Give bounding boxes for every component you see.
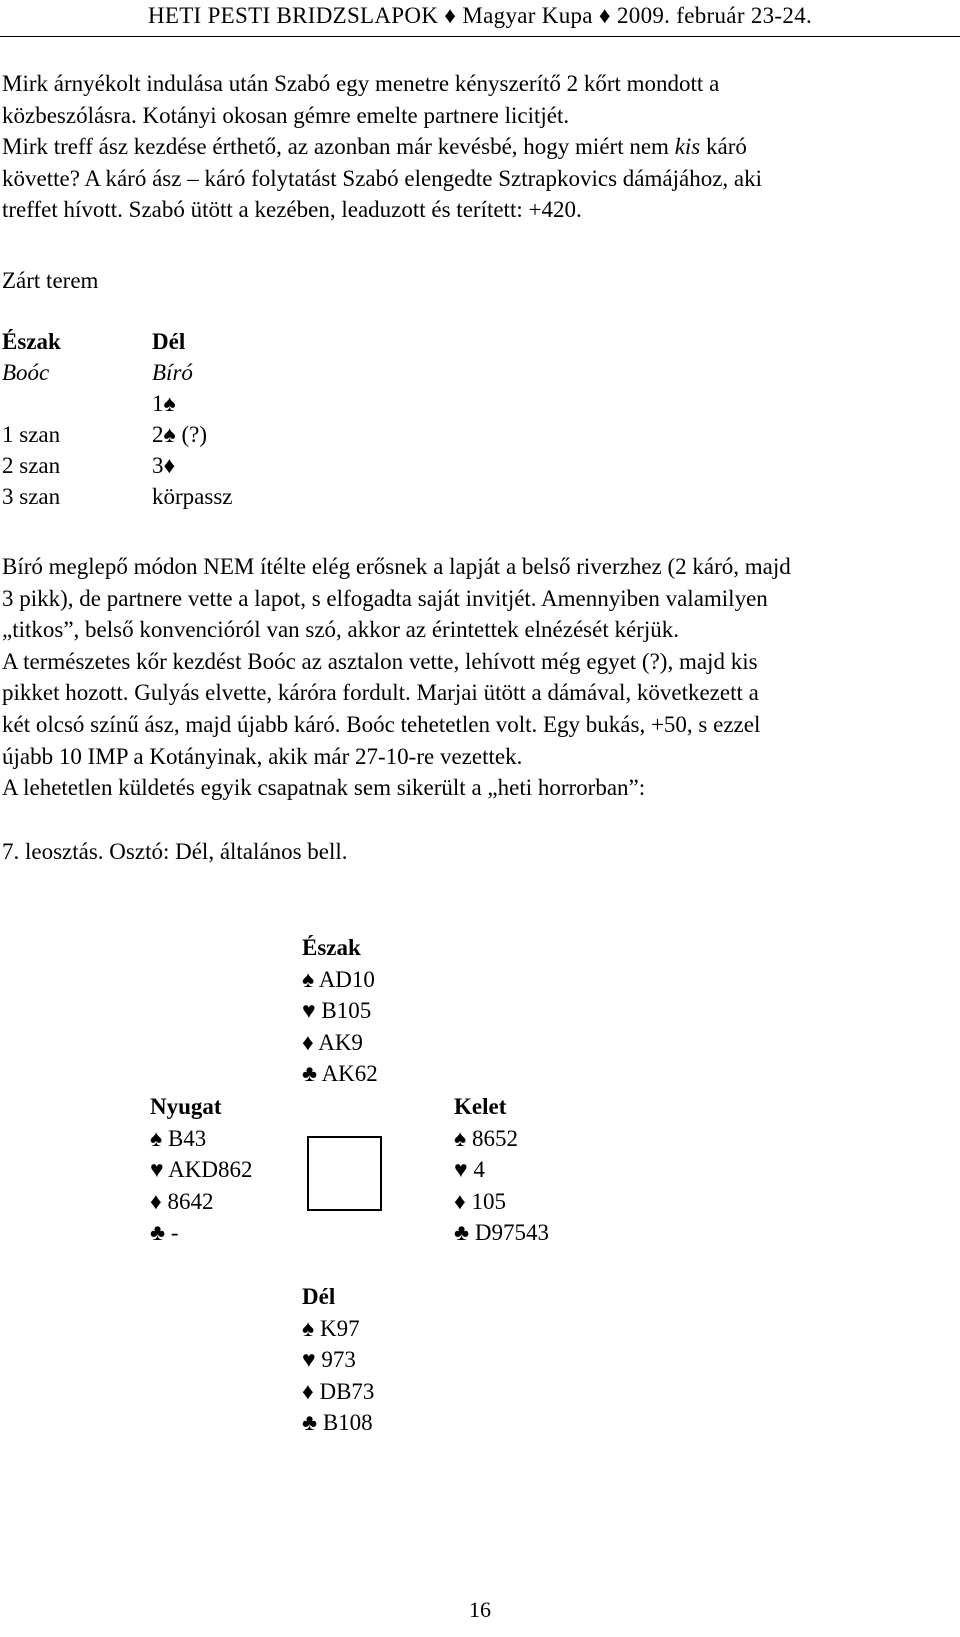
text-line: Mirk árnyékolt indulása után Szabó egy menetre kényszerítő 2 kőrt mondott a [2,71,720,96]
text-line: „titkos”, belső konvencióról van szó, akkor az érintettek elnézését kérjük. [2,617,679,643]
hand-south [302,1281,374,1439]
hearts-holding: ♥ AKD862 [150,1157,253,1182]
auction-header-north: Észak [2,329,61,354]
hand-north [302,932,378,1090]
page-number: 16 [469,1597,491,1622]
auction-player-south: Bíró [152,360,193,385]
italic-word: kis [674,134,701,160]
text-line: A természetes kőr kezdést Boóc az asztalon vette, lehívott még egyet (?), majd kis [2,648,758,674]
text-line: újabb 10 IMP a Kotányinak, akik már 27-10-re vezettek. [2,743,523,769]
spades-holding: ♠ K97 [302,1315,360,1341]
hand-west [150,1091,252,1249]
text-line: követte? A káró ász – káró folytatást Szabó elengedte Sztrapkovics dámájához, aki [2,165,763,191]
header-title-part1: HETI PESTI BRIDZSLAPOK [147,3,439,28]
auction-header-south: Dél [152,329,186,354]
hearts-holding: ♥ 4 [454,1157,485,1182]
diamonds-holding: ♦ 105 [454,1188,506,1214]
diamonds-holding: ♦ DB73 [302,1378,375,1404]
section-title: Zárt terem [2,268,99,293]
header-title-part3: 2009. február 23-24. [616,3,813,28]
diamond-separator-icon: ♦ [444,3,457,28]
auction-bid-north: 2 szan [2,453,61,478]
diamond-separator-icon: ♦ [598,3,611,28]
hand-label: Kelet [454,1094,507,1119]
hearts-holding: ♥ B105 [302,998,372,1023]
paragraph-open-room [2,68,952,226]
text-line: 3 pikk), de partnere vette a lapot, s elfogadta saját invitjét. Amennyiben valamilyen [2,585,768,611]
spades-holding: ♠ AD10 [302,966,375,992]
header-title-part2: Magyar Kupa [462,3,593,28]
clubs-holding: ♣ - [150,1220,179,1245]
card-table-square [307,1136,382,1211]
auction-bid-south: 1♠ [152,391,176,416]
deal-caption: 7. leosztás. Osztó: Dél, általános bell. [2,839,348,864]
text-line: Bíró meglepő módon NEM ítélte elég erősnek a lapját a belső riverzhez (2 káró, majd [2,554,791,579]
hand-label: Dél [302,1284,336,1309]
auction-player-north: Boóc [2,360,50,385]
auction-bid-south: 2♠ (?) [152,422,207,447]
header-rule [0,36,960,37]
spades-holding: ♠ 8652 [454,1125,518,1151]
diamonds-holding: ♦ 8642 [150,1188,214,1214]
auction-bid-north: 1 szan [2,422,61,447]
text-line: Mirk treff ász kezdése érthető, az azonban már kevésbé, hogy miért nem kis káró [2,134,747,160]
hand-east [454,1091,549,1249]
text-line: pikket hozott. Gulyás elvette, káróra fordult. Marjai ütött a dámával, következett a [2,680,759,706]
clubs-holding: ♣ AK62 [302,1061,378,1086]
clubs-holding: ♣ D97543 [454,1220,549,1245]
auction-bid-south: 3♦ [152,453,176,478]
hearts-holding: ♥ 973 [302,1347,356,1372]
hand-label: Nyugat [150,1094,222,1119]
text-line: treffet hívott. Szabó ütött a kezében, leaduzott és terített: +420. [2,197,582,223]
clubs-holding: ♣ B108 [302,1410,373,1435]
text-line: két olcsó színű ász, majd újabb káró. Boóc tehetetlen volt. Egy bukás, +50, s ezzel [2,711,761,737]
spades-holding: ♠ B43 [150,1125,207,1151]
paragraph-closed-room [2,551,952,804]
auction-bid-north: 3 szan [2,484,61,509]
diamonds-holding: ♦ AK9 [302,1029,363,1055]
text-line: A lehetetlen küldetés egyik csapatnak sem sikerült a „heti horrorban”: [2,775,646,801]
text-line: közbeszólásra. Kotányi okosan gémre emelte partnere licitjét. [2,102,570,128]
hand-label: Észak [302,935,361,960]
auction-bid-south: körpassz [152,484,233,509]
running-header [0,0,960,32]
